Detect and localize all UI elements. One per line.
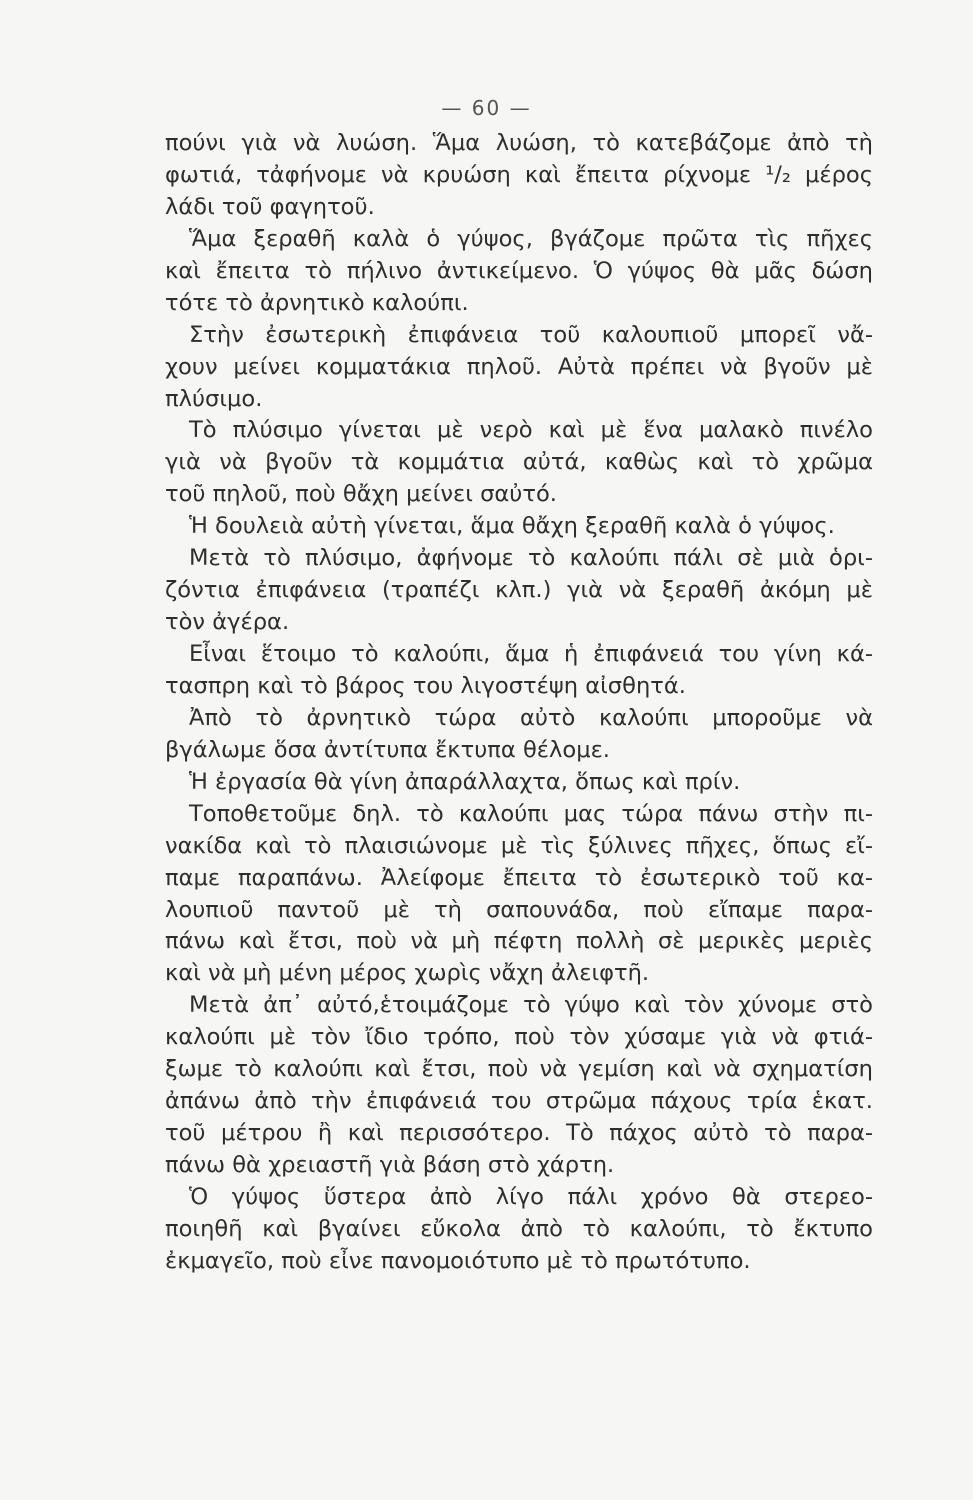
- text-line: πάνω καὶ ἔτσι, ποὺ νὰ μὴ πέφτη πολλὴ σὲ μερικὲς μεριὲς: [165, 928, 873, 955]
- text-line: Ὁ γύψος ὕστερα ἀπὸ λίγο πάλι χρόνο θὰ στερεο-: [189, 1183, 873, 1210]
- text-line: ποιηθῆ καὶ βγαίνει εὔκολα ἀπὸ τὸ καλούπι, τὸ ἔκτυπο: [165, 1215, 873, 1242]
- text-line: φωτιά, τἀφήνομε νὰ κρυώση καὶ ἔπειτα ρίχνομε ¹/₂ μέρος: [165, 161, 873, 188]
- text-line: πάνω θὰ χρειαστῆ γιὰ βάση στὸ χάρτη.: [165, 1152, 615, 1178]
- text-line: λουπιοῦ παντοῦ μὲ τὴ σαπουνάδα, ποὺ εἴπαμε παρα-: [165, 896, 873, 923]
- text-line: ἐκμαγεῖο, ποὺ εἶνε πανομοιότυπο μὲ τὸ πρωτότυπο.: [165, 1247, 751, 1274]
- text-line: τοῦ μέτρου ἢ καὶ περισσότερο. Τὸ πάχος αὐτὸ τὸ παρα-: [165, 1120, 873, 1147]
- body-text: [165, 128, 873, 1278]
- text-line: Τὸ πλύσιμο γίνεται μὲ νερὸ καὶ μὲ ἕνα μαλακὸ πινέλο: [189, 417, 873, 444]
- text-line: Τοποθετοῦμε δηλ. τὸ καλούπι μας τώρα πάνω στὴν πι-: [189, 800, 873, 827]
- text-line: Ἀπὸ τὸ ἀρνητικὸ τώρα αὐτὸ καλούπι μποροῦμε νὰ: [189, 704, 873, 731]
- text-line: τότε τὸ ἀρνητικὸ καλούπι.: [165, 289, 469, 316]
- text-line: Εἶναι ἕτοιμο τὸ καλούπι, ἅμα ἡ ἐπιφάνειά του γίνη κά-: [189, 641, 873, 667]
- text-line: τὸν ἀγέρα.: [165, 609, 290, 636]
- text-line: πλύσιμο.: [165, 385, 263, 412]
- page-number: — 60 —: [441, 96, 532, 120]
- text-line: Μετὰ ἀπ᾿ αὐτό,ἑτοιμάζομε τὸ γύψο καὶ τὸν χύνομε στὸ: [189, 992, 873, 1019]
- text-line: τασπρη καὶ τὸ βάρος του λιγοστέψη αἰσθητά.: [165, 672, 686, 699]
- text-line: βγάλωμε ὅσα ἀντίτυπα ἔκτυπα θέλομε.: [165, 736, 610, 763]
- text-line: ζόντια ἐπιφάνεια (τραπέζι κλπ.) γιὰ νὰ ξεραθῆ ἀκόμη μὲ: [165, 577, 873, 604]
- text-line: νακίδα καὶ τὸ πλαισιώνομε μὲ τὶς ξύλινες πῆχες, ὅπως εἴ-: [165, 832, 873, 859]
- text-line: ξωμε τὸ καλούπι καὶ ἔτσι, ποὺ νὰ γεμίση καὶ νὰ σχηματίση: [165, 1056, 873, 1083]
- text-line: καὶ νὰ μὴ μένη μέρος χωρὶς νἄχη ἀλειφτῆ.: [165, 960, 650, 987]
- text-line: λάδι τοῦ φαγητοῦ.: [165, 193, 375, 220]
- text-line: τοῦ πηλοῦ, ποὺ θἄχη μείνει σαὐτό.: [165, 481, 557, 508]
- text-line: παμε παραπάνω. Ἀλείφομε ἔπειτα τὸ ἐσωτερικὸ τοῦ κα-: [165, 864, 873, 891]
- text-line: πούνι γιὰ νὰ λυώση. Ἅμα λυώση, τὸ κατεβάζομε ἀπὸ τὴ: [165, 130, 873, 156]
- text-line: Ἅμα ξεραθῆ καλὰ ὁ γύψος, βγάζομε πρῶτα τὶς πῆχες: [189, 225, 873, 252]
- text-line: Στὴν ἐσωτερικὴ ἐπιφάνεια τοῦ καλουπιοῦ μπορεῖ νἄ-: [189, 321, 873, 348]
- text-line: χουν μείνει κομματάκια πηλοῦ. Αὐτὰ πρέπει νὰ βγοῦν μὲ: [165, 353, 873, 380]
- text-line: καὶ ἔπειτα τὸ πήλινο ἀντικείμενο. Ὁ γύψος θὰ μᾶς δώση: [165, 257, 873, 284]
- text-line: Ἡ ἐργασία θὰ γίνη ἀπαράλλαχτα, ὅπως καὶ πρίν.: [189, 768, 741, 795]
- text-line: Μετὰ τὸ πλύσιμο, ἀφήνομε τὸ καλούπι πάλι σὲ μιὰ ὁρι-: [189, 545, 873, 572]
- text-line: καλούπι μὲ τὸν ἴδιο τρόπο, ποὺ τὸν χύσαμε γιὰ νὰ φτιά-: [165, 1024, 873, 1051]
- text-line: Ἡ δουλειὰ αὐτὴ γίνεται, ἅμα θἄχη ξεραθῆ καλὰ ὁ γύψος.: [189, 513, 835, 540]
- text-line: γιὰ νὰ βγοῦν τὰ κομμάτια αὐτά, καθὼς καὶ τὸ χρῶμα: [165, 449, 873, 476]
- text-line: ἀπάνω ἀπὸ τὴν ἐπιφάνειά του στρῶμα πάχους τρία ἑκατ.: [165, 1088, 873, 1115]
